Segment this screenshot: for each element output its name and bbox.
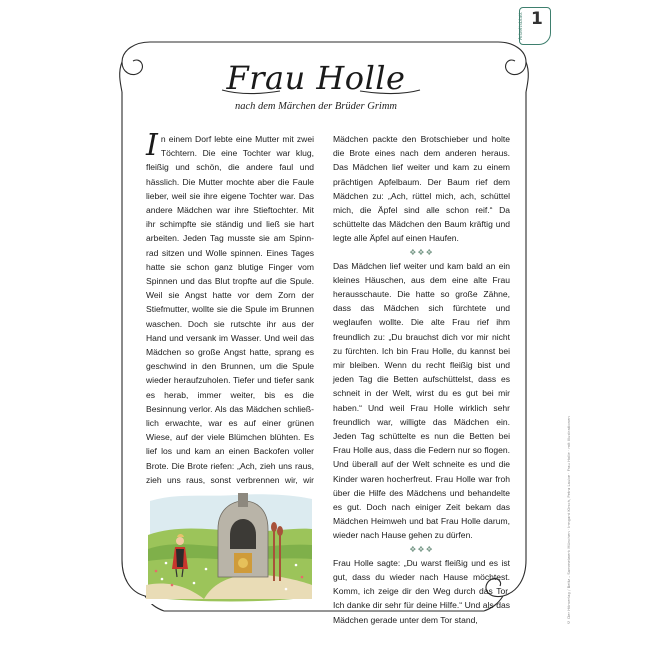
section-divider: ❖❖❖: [409, 247, 434, 257]
frame-swirl-top-left: [122, 42, 150, 75]
drop-cap: I: [146, 128, 158, 163]
frame-swirl-top-right: [498, 42, 526, 75]
story-column-left: [146, 128, 314, 501]
story-paragraph-2: Das Mädchen lief weiter und kam bald an ein kleines Häuschen, aus dem eine alte Frau herausschaute. Die hatte so große Zähne, dass das Mädchen sich fürchtete und weglaufen wollte. Die alte Frau rief ihm freundlich zu: „Du brauchst dich vor mir nicht zu fürchten. Ich bin Frau Holle, du kannst bei mir bleiben. Wenn du recht fleißig bist und jeden Tag die Betten aufschüttelst, dass es schneit in der Welt, wirst du es gut bei mir haben.“ Und weil Frau Holle wirklich sehr freundlich war, willigte das Mädchen ein. Jeden Tag schüttelte es nun die Betten bei Frau Holle aus, dass die Federn nur so flogen. Und überall auf der Welt schneite es und die Kinder waren hocherfreut. Frau Holle war froh über die Hilfe des Mädchens und behandelte es gut. Doch nach einiger Zeit bekam das Mädchen Heimweh und bat Frau Holle darum, wieder nach Hause gehen zu dürfen.: [333, 260, 510, 541]
page-title: Frau Holle: [226, 59, 406, 97]
story-paragraph-1: Mädchen packte den Brotschieber und holte die Brote eines nach dem anderen heraus. Das Mädchen lief weiter und kam zu einem prächtigen Apfelbaum. Der Baum rief dem Mädchen zu: „Ach, rüttel mich, ach, schüttel mich, die Äpfel sind alle schon reif.“ Da schüttelte das Mädchen den Baum kräftig und legte alle Äpfel auf einen Haufen.: [333, 134, 510, 244]
illustration-girl: [176, 537, 184, 545]
section-divider: ❖❖❖: [409, 544, 434, 554]
story-paragraph-3: Frau Holle sagte: „Du warst fleißig und es ist gut, dass du wieder nach Hause möchtest. Komm, ich zeige dir den Weg durch das Tor. Ich danke dir sehr für deine Hilfe.“ Und als das Mädchen gerade unter dem Tor stand,: [333, 557, 510, 625]
page-subtitle: nach dem Märchen der Brüder Grimm: [234, 101, 398, 112]
oven-illustration: [146, 489, 314, 604]
story-column-right: [333, 132, 510, 627]
copyright-notice: © Der Hörverlag / Beltz – Sammelwerk München · Irmgard Kirsch, Petra Laube · Frau Holle · mit Illustrationen: [566, 416, 571, 625]
worksheet-badge-label: Arbeitsblatt: [519, 11, 524, 40]
worksheet-badge-number: 1: [531, 9, 543, 29]
story-paragraph-left: n einem Dorf lebte eine Mutter mit zwei Töchtern. Die eine Tochter war klug, fleißig und schön, die andere faul und hässlich. Die Mutter mochte aber die Faule lieber, weil sie ihre eigene Tochter war. Das andere Mädchen war ihre Stieftochter. Mit ihr schimpfte sie ständig und ließ sie hart arbeiten. Jeden Tag musste sie am Spinnrad sitzen und Wolle spinnen. Eines Tages hatte sie schon ganz blutige Finger vom Spinnen und das Blut tropfte auf die Spule. Weil sie Angst hatte vor dem Zorn der Stiefmutter, wollte sie die Spule im Brunnen waschen. Doch sie rutschte ihr aus der Hand und versank im Wasser. Und weil das Mädchen so große Angst hatte, sprang es geschwind in den Brunnen, um die Spule wieder heraufzuholen. Tiefer und tiefer sank es herab, immer weiter, bis es die Besinnung verlor. Als das Mädchen schließlich erwachte, war es auf einer grünen Wiese, auf der viele Blümchen blühten. Es lief los und kam an einen Backofen voller Brote. Die Brote riefen: „Ach, zieh uns raus, zieh uns raus, sonst verbrennen wir, wir: [146, 134, 314, 485]
